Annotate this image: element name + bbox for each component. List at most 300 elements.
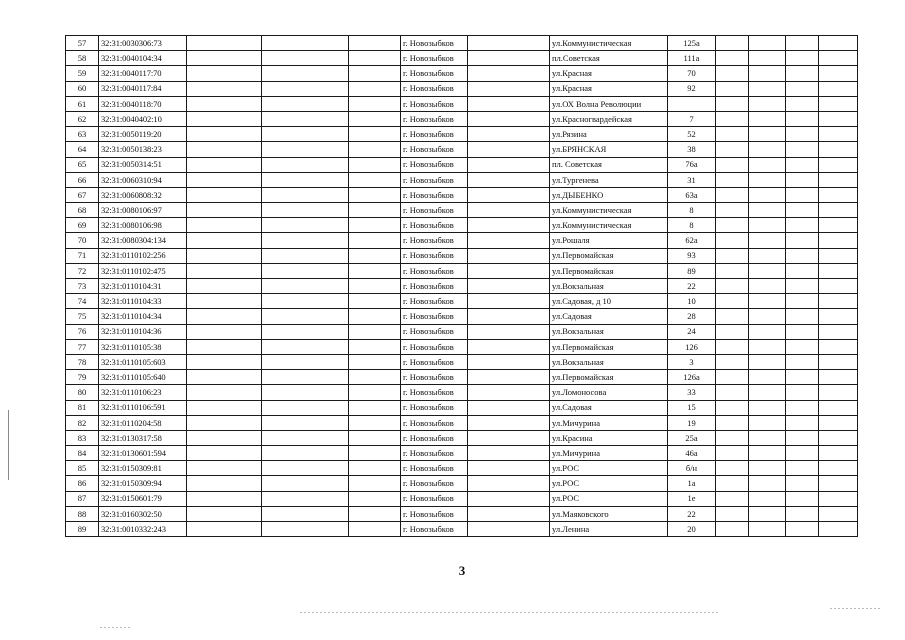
street-cell: ул.Красная (550, 81, 668, 96)
empty-cell (187, 324, 262, 339)
empty-cell (786, 354, 819, 369)
empty-cell (468, 430, 550, 445)
cadastral-number-cell: 32:31:0080106:97 (99, 203, 187, 218)
house-number-cell: 24 (668, 324, 716, 339)
empty-cell (468, 111, 550, 126)
empty-cell (819, 233, 858, 248)
street-cell: ул.РОС (550, 476, 668, 491)
row-number-cell: 60 (66, 81, 99, 96)
empty-cell (262, 324, 349, 339)
empty-cell (349, 66, 401, 81)
empty-cell (468, 370, 550, 385)
row-number-cell: 72 (66, 263, 99, 278)
page-number: 3 (458, 563, 466, 578)
street-cell: ул.Рошаля (550, 233, 668, 248)
empty-cell (786, 248, 819, 263)
empty-cell (716, 142, 749, 157)
row-number-cell: 76 (66, 324, 99, 339)
row-number-cell: 84 (66, 446, 99, 461)
empty-cell (749, 218, 786, 233)
empty-cell (468, 279, 550, 294)
empty-cell (262, 218, 349, 233)
empty-cell (749, 36, 786, 51)
row-number-cell: 58 (66, 51, 99, 66)
cadastral-number-cell: 32:31:0060808:32 (99, 187, 187, 202)
empty-cell (819, 324, 858, 339)
house-number-cell: 126 (668, 339, 716, 354)
empty-cell (262, 400, 349, 415)
empty-cell (468, 506, 550, 521)
empty-cell (468, 354, 550, 369)
empty-cell (187, 263, 262, 278)
empty-cell (468, 385, 550, 400)
empty-cell (262, 233, 349, 248)
empty-cell (749, 491, 786, 506)
empty-cell (819, 294, 858, 309)
empty-cell (786, 522, 819, 537)
empty-cell (786, 51, 819, 66)
empty-cell (262, 430, 349, 445)
city-cell: г. Новозыбков (401, 142, 468, 157)
street-cell: ул.Первомайская (550, 339, 668, 354)
empty-cell (786, 324, 819, 339)
cadastral-number-cell: 32:31:0040402:10 (99, 111, 187, 126)
empty-cell (262, 81, 349, 96)
empty-cell (187, 233, 262, 248)
city-cell: г. Новозыбков (401, 127, 468, 142)
city-cell: г. Новозыбков (401, 400, 468, 415)
empty-cell (749, 248, 786, 263)
empty-cell (187, 461, 262, 476)
row-number-cell: 57 (66, 36, 99, 51)
empty-cell (187, 385, 262, 400)
empty-cell (468, 263, 550, 278)
empty-cell (468, 233, 550, 248)
empty-cell (468, 461, 550, 476)
table-row (66, 370, 858, 385)
empty-cell (468, 127, 550, 142)
empty-cell (187, 172, 262, 187)
street-cell: ул.РОС (550, 461, 668, 476)
street-cell: ул.Вокзальная (550, 354, 668, 369)
empty-cell (468, 309, 550, 324)
city-cell: г. Новозыбков (401, 370, 468, 385)
empty-cell (349, 96, 401, 111)
house-number-cell: 33 (668, 385, 716, 400)
empty-cell (786, 279, 819, 294)
row-number-cell: 63 (66, 127, 99, 142)
empty-cell (786, 294, 819, 309)
empty-cell (262, 36, 349, 51)
empty-cell (187, 476, 262, 491)
street-cell: ул.ОХ Волна Революции (550, 96, 668, 111)
row-number-cell: 81 (66, 400, 99, 415)
table-row (66, 309, 858, 324)
empty-cell (262, 476, 349, 491)
cadastral-number-cell: 32:31:0110104:36 (99, 324, 187, 339)
empty-cell (749, 430, 786, 445)
house-number-cell: 15 (668, 400, 716, 415)
empty-cell (468, 248, 550, 263)
empty-cell (819, 385, 858, 400)
row-number-cell: 64 (66, 142, 99, 157)
empty-cell (786, 476, 819, 491)
empty-cell (716, 446, 749, 461)
empty-cell (262, 127, 349, 142)
empty-cell (819, 506, 858, 521)
house-number-cell: 22 (668, 506, 716, 521)
empty-cell (349, 324, 401, 339)
house-number-cell: 8 (668, 203, 716, 218)
cadastral-number-cell: 32:31:0110102:475 (99, 263, 187, 278)
empty-cell (819, 309, 858, 324)
empty-cell (716, 294, 749, 309)
empty-cell (262, 415, 349, 430)
empty-cell (716, 66, 749, 81)
house-number-cell: 8 (668, 218, 716, 233)
house-number-cell: 20 (668, 522, 716, 537)
empty-cell (749, 66, 786, 81)
table-row (66, 324, 858, 339)
empty-cell (716, 354, 749, 369)
empty-cell (349, 233, 401, 248)
empty-cell (468, 81, 550, 96)
empty-cell (468, 66, 550, 81)
empty-cell (716, 476, 749, 491)
empty-cell (262, 522, 349, 537)
empty-cell (187, 218, 262, 233)
empty-cell (819, 476, 858, 491)
empty-cell (786, 461, 819, 476)
empty-cell (716, 36, 749, 51)
city-cell: г. Новозыбков (401, 430, 468, 445)
row-number-cell: 77 (66, 339, 99, 354)
cadastral-number-cell: 32:31:0110106:591 (99, 400, 187, 415)
scan-artifact-dots (300, 612, 720, 613)
house-number-cell: 22 (668, 279, 716, 294)
cadastral-number-cell: 32:31:0130601:594 (99, 446, 187, 461)
empty-cell (262, 370, 349, 385)
empty-cell (468, 96, 550, 111)
empty-cell (187, 446, 262, 461)
empty-cell (786, 36, 819, 51)
empty-cell (716, 309, 749, 324)
empty-cell (349, 157, 401, 172)
cadastral-number-cell: 32:31:0030306:73 (99, 36, 187, 51)
empty-cell (349, 354, 401, 369)
city-cell: г. Новозыбков (401, 263, 468, 278)
empty-cell (786, 81, 819, 96)
registry-table (65, 35, 858, 537)
cadastral-number-cell: 32:31:0110104:33 (99, 294, 187, 309)
table-row (66, 203, 858, 218)
empty-cell (349, 248, 401, 263)
empty-cell (262, 157, 349, 172)
empty-cell (786, 430, 819, 445)
table-row (66, 157, 858, 172)
empty-cell (468, 294, 550, 309)
empty-cell (819, 461, 858, 476)
row-number-cell: 78 (66, 354, 99, 369)
empty-cell (786, 400, 819, 415)
empty-cell (786, 233, 819, 248)
empty-cell (819, 248, 858, 263)
street-cell: ул.ДЫБЕНКО (550, 187, 668, 202)
empty-cell (187, 111, 262, 126)
empty-cell (262, 385, 349, 400)
empty-cell (187, 279, 262, 294)
empty-cell (819, 370, 858, 385)
empty-cell (262, 309, 349, 324)
empty-cell (749, 370, 786, 385)
empty-cell (262, 142, 349, 157)
cadastral-number-cell: 32:31:0130317:58 (99, 430, 187, 445)
empty-cell (349, 385, 401, 400)
empty-cell (468, 415, 550, 430)
empty-cell (819, 263, 858, 278)
empty-cell (349, 415, 401, 430)
row-number-cell: 80 (66, 385, 99, 400)
empty-cell (716, 506, 749, 521)
house-number-cell: 19 (668, 415, 716, 430)
empty-cell (349, 506, 401, 521)
empty-cell (786, 172, 819, 187)
house-number-cell: 31 (668, 172, 716, 187)
table-row (66, 415, 858, 430)
empty-cell (716, 111, 749, 126)
empty-cell (819, 203, 858, 218)
city-cell: г. Новозыбков (401, 203, 468, 218)
house-number-cell: 28 (668, 309, 716, 324)
empty-cell (716, 522, 749, 537)
empty-cell (819, 172, 858, 187)
empty-cell (349, 294, 401, 309)
scan-artifact-dots (830, 608, 880, 609)
house-number-cell: 89 (668, 263, 716, 278)
table-row (66, 294, 858, 309)
house-number-cell: 46а (668, 446, 716, 461)
city-cell: г. Новозыбков (401, 506, 468, 521)
table-row (66, 385, 858, 400)
empty-cell (716, 127, 749, 142)
empty-cell (819, 400, 858, 415)
city-cell: г. Новозыбков (401, 96, 468, 111)
cadastral-number-cell: 32:31:0010332:243 (99, 522, 187, 537)
row-number-cell: 61 (66, 96, 99, 111)
empty-cell (187, 81, 262, 96)
empty-cell (716, 400, 749, 415)
empty-cell (262, 294, 349, 309)
empty-cell (716, 324, 749, 339)
table-row (66, 446, 858, 461)
cadastral-number-cell: 32:31:0110102:256 (99, 248, 187, 263)
row-number-cell: 71 (66, 248, 99, 263)
city-cell: г. Новозыбков (401, 446, 468, 461)
house-number-cell: 3 (668, 354, 716, 369)
city-cell: г. Новозыбков (401, 172, 468, 187)
empty-cell (468, 51, 550, 66)
empty-cell (187, 400, 262, 415)
empty-cell (468, 142, 550, 157)
empty-cell (819, 354, 858, 369)
empty-cell (262, 203, 349, 218)
empty-cell (819, 187, 858, 202)
house-number-cell: 125а (668, 36, 716, 51)
empty-cell (786, 187, 819, 202)
city-cell: г. Новозыбков (401, 491, 468, 506)
cadastral-number-cell: 32:31:0080304:134 (99, 233, 187, 248)
empty-cell (749, 400, 786, 415)
empty-cell (187, 430, 262, 445)
street-cell: ул.Красина (550, 430, 668, 445)
empty-cell (716, 81, 749, 96)
table-row (66, 522, 858, 537)
empty-cell (786, 446, 819, 461)
empty-cell (349, 111, 401, 126)
empty-cell (749, 522, 786, 537)
empty-cell (749, 127, 786, 142)
street-cell: пл.Советская (550, 51, 668, 66)
table-row (66, 430, 858, 445)
house-number-cell: 7 (668, 111, 716, 126)
table-row (66, 81, 858, 96)
row-number-cell: 62 (66, 111, 99, 126)
table-row (66, 263, 858, 278)
empty-cell (749, 157, 786, 172)
row-number-cell: 70 (66, 233, 99, 248)
empty-cell (749, 81, 786, 96)
empty-cell (187, 203, 262, 218)
empty-cell (187, 354, 262, 369)
empty-cell (786, 218, 819, 233)
scan-artifact-line (8, 410, 9, 480)
house-number-cell: 93 (668, 248, 716, 263)
empty-cell (349, 263, 401, 278)
empty-cell (716, 339, 749, 354)
table-row (66, 36, 858, 51)
empty-cell (187, 36, 262, 51)
city-cell: г. Новозыбков (401, 157, 468, 172)
empty-cell (819, 36, 858, 51)
street-cell: ул.Красногвардейская (550, 111, 668, 126)
empty-cell (786, 506, 819, 521)
empty-cell (786, 370, 819, 385)
street-cell: ул.Садовая (550, 309, 668, 324)
empty-cell (349, 476, 401, 491)
cadastral-number-cell: 32:31:0150309:81 (99, 461, 187, 476)
table-row (66, 491, 858, 506)
city-cell: г. Новозыбков (401, 111, 468, 126)
house-number-cell: 52 (668, 127, 716, 142)
row-number-cell: 82 (66, 415, 99, 430)
row-number-cell: 83 (66, 430, 99, 445)
empty-cell (749, 111, 786, 126)
empty-cell (349, 400, 401, 415)
empty-cell (786, 203, 819, 218)
cadastral-number-cell: 32:31:0110204:58 (99, 415, 187, 430)
city-cell: г. Новозыбков (401, 461, 468, 476)
table-row (66, 506, 858, 521)
table-row (66, 218, 858, 233)
table-row (66, 66, 858, 81)
empty-cell (349, 51, 401, 66)
street-cell: ул.Ломоносова (550, 385, 668, 400)
row-number-cell: 86 (66, 476, 99, 491)
cadastral-number-cell: 32:31:0150309:94 (99, 476, 187, 491)
empty-cell (786, 111, 819, 126)
house-number-cell: 126а (668, 370, 716, 385)
empty-cell (187, 309, 262, 324)
house-number-cell: 70 (668, 66, 716, 81)
row-number-cell: 75 (66, 309, 99, 324)
city-cell: г. Новозыбков (401, 309, 468, 324)
street-cell: пл. Советская (550, 157, 668, 172)
city-cell: г. Новозыбков (401, 385, 468, 400)
empty-cell (716, 172, 749, 187)
street-cell: ул.Тургенева (550, 172, 668, 187)
house-number-cell: 25а (668, 430, 716, 445)
empty-cell (749, 233, 786, 248)
city-cell: г. Новозыбков (401, 36, 468, 51)
cadastral-number-cell: 32:31:0110104:31 (99, 279, 187, 294)
row-number-cell: 89 (66, 522, 99, 537)
empty-cell (187, 66, 262, 81)
empty-cell (819, 96, 858, 111)
empty-cell (349, 36, 401, 51)
empty-cell (262, 111, 349, 126)
empty-cell (468, 157, 550, 172)
empty-cell (786, 491, 819, 506)
empty-cell (749, 446, 786, 461)
scan-artifact-dots (100, 627, 130, 628)
empty-cell (187, 491, 262, 506)
empty-cell (819, 127, 858, 142)
empty-cell (262, 263, 349, 278)
empty-cell (716, 157, 749, 172)
empty-cell (468, 172, 550, 187)
empty-cell (262, 279, 349, 294)
empty-cell (187, 248, 262, 263)
empty-cell (716, 385, 749, 400)
empty-cell (786, 309, 819, 324)
empty-cell (349, 81, 401, 96)
table-row (66, 172, 858, 187)
cadastral-number-cell: 32:31:0040104:34 (99, 51, 187, 66)
house-number-cell: 10 (668, 294, 716, 309)
empty-cell (349, 279, 401, 294)
table-row (66, 142, 858, 157)
table-row (66, 51, 858, 66)
empty-cell (716, 491, 749, 506)
empty-cell (819, 111, 858, 126)
empty-cell (716, 248, 749, 263)
street-cell: ул.Мичурина (550, 446, 668, 461)
empty-cell (819, 522, 858, 537)
empty-cell (786, 96, 819, 111)
empty-cell (749, 506, 786, 521)
empty-cell (187, 142, 262, 157)
table-row (66, 400, 858, 415)
house-number-cell: 38 (668, 142, 716, 157)
empty-cell (819, 66, 858, 81)
city-cell: г. Новозыбков (401, 294, 468, 309)
empty-cell (749, 324, 786, 339)
city-cell: г. Новозыбков (401, 81, 468, 96)
empty-cell (187, 157, 262, 172)
cadastral-number-cell: 32:31:0110105:603 (99, 354, 187, 369)
empty-cell (468, 476, 550, 491)
empty-cell (749, 294, 786, 309)
